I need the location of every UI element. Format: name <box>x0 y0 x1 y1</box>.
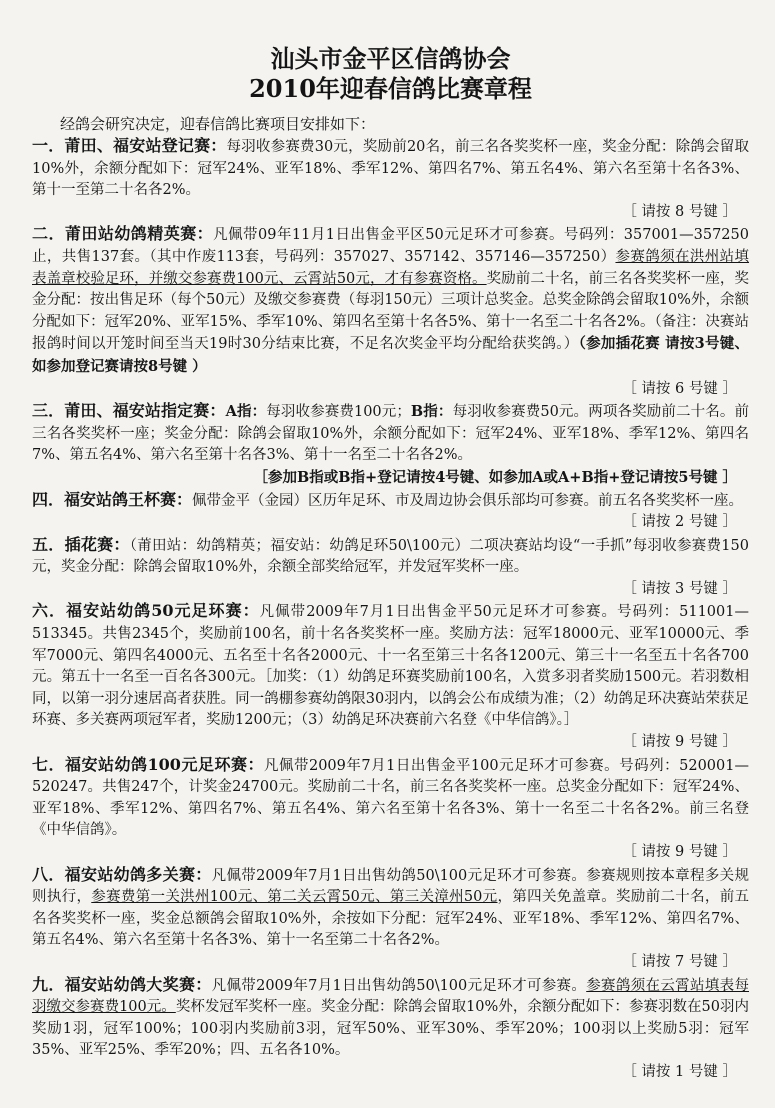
section-2-key: ［ 请按 6 号键 ］ <box>622 380 737 397</box>
section-3 <box>32 400 749 488</box>
section-3-heading: 三．莆田、福安站指定赛： <box>32 401 226 421</box>
section-2 <box>32 223 749 400</box>
section-9 <box>32 974 749 1084</box>
section-8 <box>32 864 749 974</box>
section-1-body: 每羽收参赛费30元，奖励前20名，前三名各奖奖杯一座，奖金分配：除鸽会留取10%外，余额分配如下：冠军24%、亚军18%、季军12%、第四名7%、第五名4%、第六名至第十名各3%、第十一至第二十名各2%。 <box>32 139 749 199</box>
section-2-underlined-rule: 参赛鸽须在洪州站填表盖章校验足环，并缴交参赛费100元、云霄站50元，才有参赛资格。 <box>32 248 749 287</box>
section-7-body: 凡佩带2009年7月1日出售金平100元足环才可参赛。号码列：520001—520247。共售247个，计奖金24700元。奖励前二十名，前三名各奖奖杯一座。总奖金分配如下：冠军24%、亚军18%、季军12%、第四名7%、第五名4%、第六名至第十名各3%、第十一名至二十名各2%。前三名登《中华信鸽》。 <box>32 757 749 839</box>
section-6-key: ［ 请按 9 号键 ］ <box>622 734 737 751</box>
section-8-body: 凡佩带2009年7月1日出售幼鸽50\100元足环才可参赛。参赛规则按本章程多关规则执行， <box>32 867 749 906</box>
section-9-body: 凡佩带2009年7月1日出售幼鸽50\100元足环才可参赛。 <box>211 977 587 994</box>
section-7-heading: 七．福安站幼鸽100元足环赛： <box>32 754 264 774</box>
section-5-key: ［ 请按 3 号键 ］ <box>622 580 737 597</box>
section-5-body: （莆田站：幼鸽精英；福安站：幼鸽足环50\100元）二项决赛站均设“一手抓”每羽收参赛费150元，奖金分配：除鸽会留取10%外，余额全部奖给冠军，并发冠军奖杯一座。 <box>32 537 749 576</box>
section-2-body-cont: 奖励前二十名，前三名各奖奖杯一座，奖金分配：按出售足环（每个50元）及缴交参赛费（每羽150元）三项计总奖金。总奖金除鸽会留取10%外，余额分配如下：冠军20%、亚军15%、季军10%、第四名至第十名各5%、第十一名至二十名各2%。（备注：决赛站报鸽时间以开笼时间至当天19时30分结束比赛，不足名次奖金平均分配给获奖鸽。） <box>32 270 750 353</box>
document-title-org: 汕头市金平区信鸽协会 <box>270 44 511 73</box>
section-4 <box>32 489 749 534</box>
section-8-heading: 八．福安站幼鸽多关赛： <box>32 864 212 884</box>
section-3-a-text: 每羽收参赛费100元； <box>266 404 411 421</box>
section-6 <box>32 600 749 753</box>
section-2-note: （参加插花赛 请按3号键、如参加登记赛请按8号键 ） <box>32 335 749 375</box>
section-7 <box>32 754 749 864</box>
section-4-key: ［ 请按 2 号键 ］ <box>622 514 737 531</box>
section-3-a-label: A指： <box>225 403 267 421</box>
section-4-body: 佩带金平（金园）区历年足环、市及周边协会俱乐部均可参赛。前五名各奖奖杯一座。 <box>192 492 744 509</box>
section-6-heading: 六．福安站幼鸽50元足环赛： <box>32 601 260 621</box>
section-3-b-label: B指： <box>410 403 453 421</box>
section-7-key: ［ 请按 9 号键 ］ <box>622 844 737 860</box>
section-8-body-cont: ，第四关免盖章。奖励前二十名，前五名各奖奖杯一座，奖金总额鸽会留取10%外，余按如下分配：冠军24%、亚军18%、季军12%、第四名7%、第五名4%、第六名至第十名各3%、第十一名至第二十名各2%。 <box>32 889 750 949</box>
section-1-heading: 一．莆田、福安站登记赛： <box>32 136 227 155</box>
section-9-key: ［ 请按 1 号键 ］ <box>622 1063 737 1080</box>
section-5 <box>32 534 749 601</box>
section-1 <box>32 135 749 223</box>
intro-paragraph: 经鸽会研究决定，迎春信鸽比赛项目安排如下： <box>60 115 376 133</box>
section-1-key: ［ 请按 8 号键 ］ <box>622 203 737 220</box>
section-8-key: ［ 请按 7 号键 ］ <box>622 953 737 970</box>
section-5-heading: 五．插花赛： <box>32 534 130 554</box>
section-3-key: ［参加B指或B指+登记请按4号键、如参加A或A+B指+登记请按5号键 ］ <box>253 468 737 486</box>
document-title-event: 2010年迎春信鸽比赛章程 <box>249 74 532 103</box>
section-4-heading: 四．福安站鸽王杯赛： <box>32 489 193 509</box>
section-9-body-cont: 奖杯发冠军奖杯一座。奖金分配：除鸽会留取10%外，余额分配如下：参赛羽数在50羽内奖励1羽，冠军100%；100羽内奖励前3羽，冠军50%、亚军30%、季军20%；100羽以上奖励5羽：冠军35%、亚军25%、季军20%；四、五名各10%。 <box>32 999 749 1059</box>
section-2-heading: 二．莆田站幼鸽精英赛： <box>32 224 214 244</box>
section-9-underlined-rule: 参赛鸽须在云霄站填表每羽缴交参赛费100元。 <box>32 977 749 1016</box>
section-6-body: 凡佩带2009年7月1日出售金平50元足环才可参赛。号码列：511001—513345。共售2345个，奖励前100名，前十名各奖奖杯一座。奖励方法：冠军18000元、亚军10000元、季军7000元、第四名4000元、五名至十名各2000元、十一名至第三十名各1200元、第三十一名至五十名各700元。第五十一名至一百名各300元。［加奖：（1）幼鸽足环赛奖励前100名，入赏多羽者奖励1500元。若羽数相同，以第一羽分速居高者获胜。同一鸽棚参赛幼鸽限30羽内，以鸽会公布成绩为准；（2）幼鸽足环决赛站荣获足环赛、多关赛两项冠军者，奖励1200元；（3）幼鸽足环决赛前六名登《中华信鸽》。］ <box>32 604 749 729</box>
section-8-underlined-fees: 参赛费第一关洪州100元、第二关云霄50元、第三关漳州50元 <box>91 889 498 906</box>
section-3-b-text: 每羽收参赛费50元。两项各奖励前二十名。前三名各奖奖杯一座；奖金分配：除鸽会留取10%外，余额分配如下：冠军24%、亚军18%、季军12%、第四名7%、第五名4%、第六名至第十名各3%、第十一名至二十名各2%。 <box>32 404 749 464</box>
section-2-body: 凡佩带09年11月1日出售金平区50元足环才可参赛。号码列：357001—357250止，共售137套。（其中作废113套，号码列：357027、357142、357146—357250） <box>32 227 749 265</box>
section-9-heading: 九．福安站幼鸽大奖赛： <box>32 974 212 994</box>
